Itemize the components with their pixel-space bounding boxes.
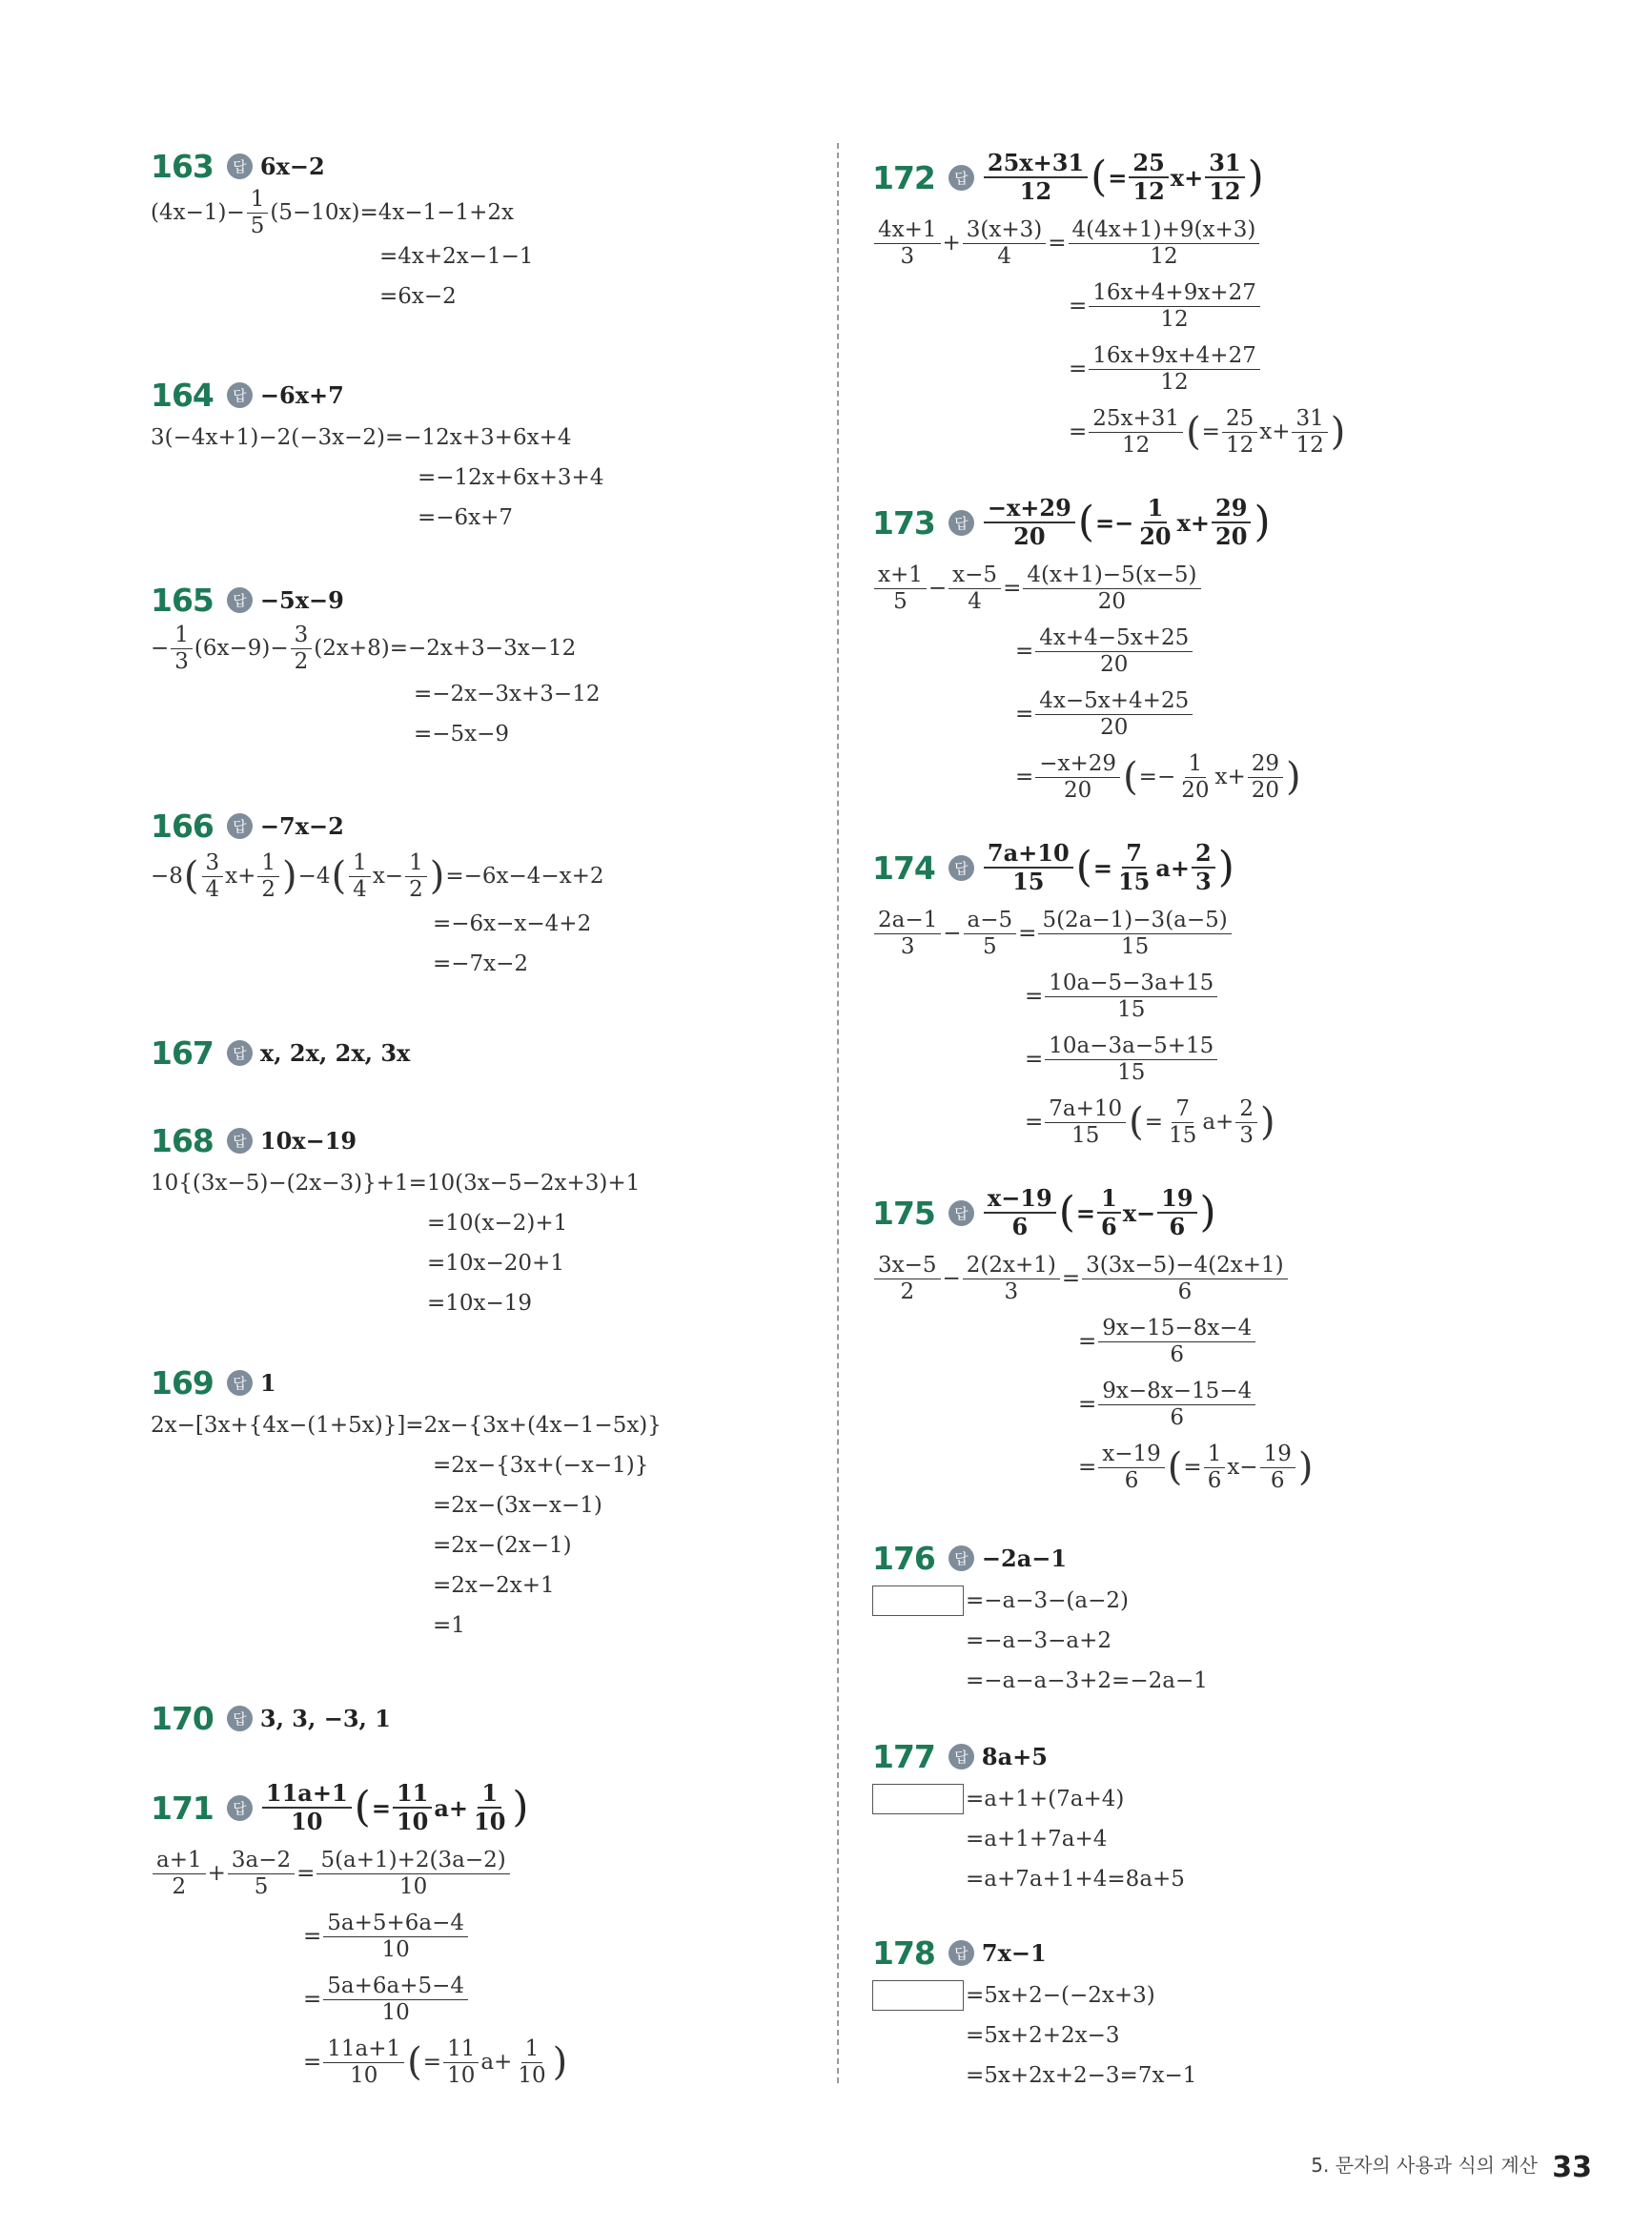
step-line: = $\frac{7a+10}{15}$ ( = $\frac{7}{15}$ a+ $\frac{2}{3}$ ): [1025, 1096, 1275, 1148]
answer-badge: 답: [227, 587, 253, 613]
blank-box: [872, 1980, 964, 2011]
problem-173: [872, 488, 1302, 808]
answer: 8a+5: [981, 1742, 1048, 1770]
step-line: =2x−(2x−1): [433, 1533, 572, 1558]
answer-badge: 답: [948, 165, 974, 191]
answer-badge: 답: [948, 1200, 974, 1226]
problem-178: [872, 1930, 1196, 2096]
problem-172: [872, 143, 1346, 463]
answer-badge: 답: [227, 1706, 253, 1731]
step-line: =−2x−3x+3−12: [414, 682, 601, 706]
problem-174: [872, 833, 1276, 1154]
step-line: =4x+2x−1−1: [379, 244, 534, 269]
page-number: 33: [1552, 2151, 1592, 2184]
answer: 1: [259, 1368, 276, 1397]
problem-168: [151, 1117, 640, 1323]
column-divider: [837, 143, 839, 2083]
step-line: =10x−19: [427, 1291, 533, 1316]
problem-177: [872, 1733, 1185, 1899]
answer: 10x−19: [259, 1126, 357, 1155]
step-line: = $\frac{16x+9x+4+27}{12}$: [872, 338, 1346, 400]
answer-badge: 답: [227, 1795, 253, 1821]
answer-badge: 답: [948, 1744, 974, 1770]
step-line: = $\frac{5a+5+6a-4}{10}$: [151, 1905, 568, 1968]
step-line: =5x+2+2x−3: [966, 2023, 1120, 2048]
step-line: =10x−20+1: [427, 1251, 564, 1276]
step-line: = $\frac{9x-8x-15-4}{6}$: [872, 1373, 1314, 1436]
step-line: =−a−3−a+2: [966, 1628, 1112, 1653]
answer-badge: 답: [227, 153, 253, 179]
blank-box: [872, 1784, 964, 1814]
step-line: =−5x−9: [414, 722, 510, 747]
step-line: 10{(3x−5)−(2x−3)}+1=10(3x−5−2x+3)+1: [151, 1171, 641, 1196]
step-line: $\frac{4x+1}{3}$ + $\frac{3(x+3)}{4}$ = $\frac{4(4x+1)+9(x+3)}{12}$: [872, 212, 1346, 275]
problem-number: 174: [872, 849, 935, 887]
answer-badge: 답: [227, 1370, 253, 1396]
answer: $\frac{x-19}{6}$ ( = $\frac{1}{6}$ x− $\frac{19}{6}$ ): [982, 1185, 1217, 1239]
step-line: = $\frac{5a+6a+5-4}{10}$: [151, 1968, 568, 2031]
problem-number: 176: [872, 1539, 935, 1577]
answer: $\frac{-x+29}{20}$ ( =− $\frac{1}{20}$ x+ $\frac{29}{20}$ ): [982, 495, 1272, 549]
step-line: = $\frac{10a-5-3a+15}{15}$: [872, 965, 1276, 1028]
step-line: =1: [433, 1613, 465, 1638]
step-line: − $\frac{1}{3}$ (6x−9)− $\frac{3}{2}$ (2x+8)=−2x+3−3x−12: [151, 623, 577, 674]
answer-badge: 답: [948, 1940, 974, 1966]
answer: −7x−2: [259, 811, 344, 840]
step-line: $\frac{a+1}{2}$ + $\frac{3a-2}{5}$ = $\frac{5(a+1)+2(3a-2)}{10}$: [151, 1842, 568, 1905]
step-line: =2x−(3x−x−1): [433, 1493, 602, 1518]
step-line: = $\frac{9x-15-8x-4}{6}$: [872, 1310, 1314, 1373]
answer: $\frac{25x+31}{12}$ ( = $\frac{25}{12}$ x+ $\frac{31}{12}$ ): [982, 150, 1265, 204]
step-line: $\frac{x+1}{5}$ − $\frac{x-5}{4}$ = $\frac{4(x+1)-5(x-5)}{20}$: [872, 557, 1302, 620]
step-line: = $\frac{4x-5x+4+25}{20}$: [872, 683, 1302, 746]
problem-164: [151, 372, 603, 538]
problem-number: 163: [151, 147, 214, 185]
step-line: =a+1+(7a+4): [872, 1779, 1185, 1819]
step-line: (4x−1)− $\frac{1}{5}$ (5−10x)=4x−1−1+2x: [151, 187, 515, 238]
step-line: =a+7a+1+4=8a+5: [966, 1867, 1185, 1892]
step-line: =2x−2x+1: [433, 1573, 555, 1598]
step-line: =2x−{3x+(−x−1)}: [433, 1453, 649, 1478]
problem-number: 177: [872, 1737, 935, 1775]
problem-number: 170: [151, 1699, 214, 1737]
problem-175: [872, 1178, 1314, 1499]
answer: 3, 3, −3, 1: [259, 1704, 391, 1732]
problem-number: 165: [151, 581, 214, 619]
step-line: = $\frac{16x+4+9x+27}{12}$: [872, 275, 1346, 338]
step-line: =−a−a−3+2=−2a−1: [966, 1668, 1208, 1693]
problem-number: 173: [872, 503, 935, 542]
answer-badge: 답: [948, 855, 974, 881]
step-line: = $\frac{11a+1}{10}$ ( = $\frac{11}{10}$ a+ $\frac{1}{10}$ ): [303, 2036, 568, 2088]
answer: $\frac{7a+10}{15}$ ( = $\frac{7}{15}$ a+ $\frac{2}{3}$ ): [982, 840, 1235, 894]
step-line: =5x+2−(−2x+3): [872, 1975, 1196, 2015]
problem-number: 168: [151, 1121, 214, 1159]
step-line: 2x−[3x+{4x−(1+5x)}]=2x−{3x+(4x−1−5x)}: [151, 1413, 662, 1438]
problem-170: [151, 1695, 391, 1741]
step-line: =−12x+6x+3+4: [418, 465, 604, 490]
problem-165: [151, 577, 600, 754]
problem-169: [151, 1360, 662, 1646]
step-line: =−6x−x−4+2: [433, 911, 592, 936]
step-line: $\frac{3x-5}{2}$ − $\frac{2(2x+1)}{3}$ = $\frac{3(3x-5)-4(2x+1)}{6}$: [872, 1247, 1314, 1310]
answer: −6x+7: [259, 380, 344, 409]
step-line: $\frac{2a-1}{3}$ − $\frac{a-5}{5}$ = $\frac{5(2a-1)-3(a-5)}{15}$: [872, 902, 1276, 965]
step-line: =−a−3−(a−2): [872, 1581, 1208, 1621]
footer-section-title: 5. 문자의 사용과 식의 계산: [1311, 2154, 1538, 2177]
problem-number: 169: [151, 1363, 214, 1401]
answer: −5x−9: [259, 585, 344, 614]
problem-number: 164: [151, 376, 214, 414]
step-line: =5x+2x+2−3=7x−1: [966, 2063, 1197, 2088]
problem-number: 172: [872, 158, 935, 196]
problem-166: [151, 803, 604, 984]
step-line: 3(−4x+1)−2(−3x−2)=−12x+3+6x+4: [151, 425, 572, 450]
step-line: = $\frac{-x+29}{20}$ ( =− $\frac{1}{20}$ x+ $\frac{29}{20}$ ): [1015, 751, 1301, 803]
step-line: = $\frac{x-19}{6}$ ( = $\frac{1}{6}$ x− $\frac{19}{6}$ ): [1078, 1442, 1314, 1493]
problem-number: 175: [872, 1194, 935, 1232]
blank-box: [872, 1586, 964, 1616]
answer: x, 2x, 2x, 3x: [259, 1038, 411, 1067]
answer-badge: 답: [948, 1545, 974, 1571]
step-line: =−6x+7: [418, 505, 514, 530]
problem-number: 178: [872, 1933, 935, 1972]
problem-163: [151, 143, 534, 317]
problem-171: [151, 1773, 568, 2094]
fraction: $\frac{1}{5}$: [247, 187, 269, 238]
step-line: = $\frac{4x+4-5x+25}{20}$: [872, 620, 1302, 683]
answer: 6x−2: [259, 152, 325, 180]
problem-176: [872, 1535, 1208, 1701]
problem-number: 166: [151, 807, 214, 845]
step-line: =6x−2: [379, 284, 457, 309]
step-line: −8 ( $\frac{3}{4}$ x+ $\frac{1}{2}$ ) −4 ( $\frac{1}{4}$ x− $\frac{1}{2}$ ) =−6x−4−x+2: [151, 850, 604, 902]
step-line: =10(x−2)+1: [427, 1211, 568, 1236]
answer: $\frac{11a+1}{10}$ ( = $\frac{11}{10}$ a+ $\frac{1}{10}$ ): [260, 1780, 530, 1834]
answer-badge: 답: [227, 382, 253, 408]
answer: 7x−1: [981, 1938, 1047, 1967]
step-line: = $\frac{10a-3a-5+15}{15}$: [872, 1028, 1276, 1091]
step-line: =−7x−2: [433, 951, 529, 976]
step-line: =a+1+7a+4: [966, 1827, 1108, 1852]
answer: −2a−1: [981, 1544, 1068, 1572]
answer-badge: 답: [948, 510, 974, 536]
step-line: = $\frac{25x+31}{12}$ ( = $\frac{25}{12}$ x+ $\frac{31}{12}$ ): [1069, 406, 1346, 458]
problem-number: 167: [151, 1033, 214, 1072]
answer-badge: 답: [227, 1040, 253, 1066]
problem-number: 171: [151, 1789, 214, 1827]
answer-badge: 답: [227, 1128, 253, 1154]
problem-167: [151, 1030, 410, 1075]
answer-badge: 답: [227, 813, 253, 839]
